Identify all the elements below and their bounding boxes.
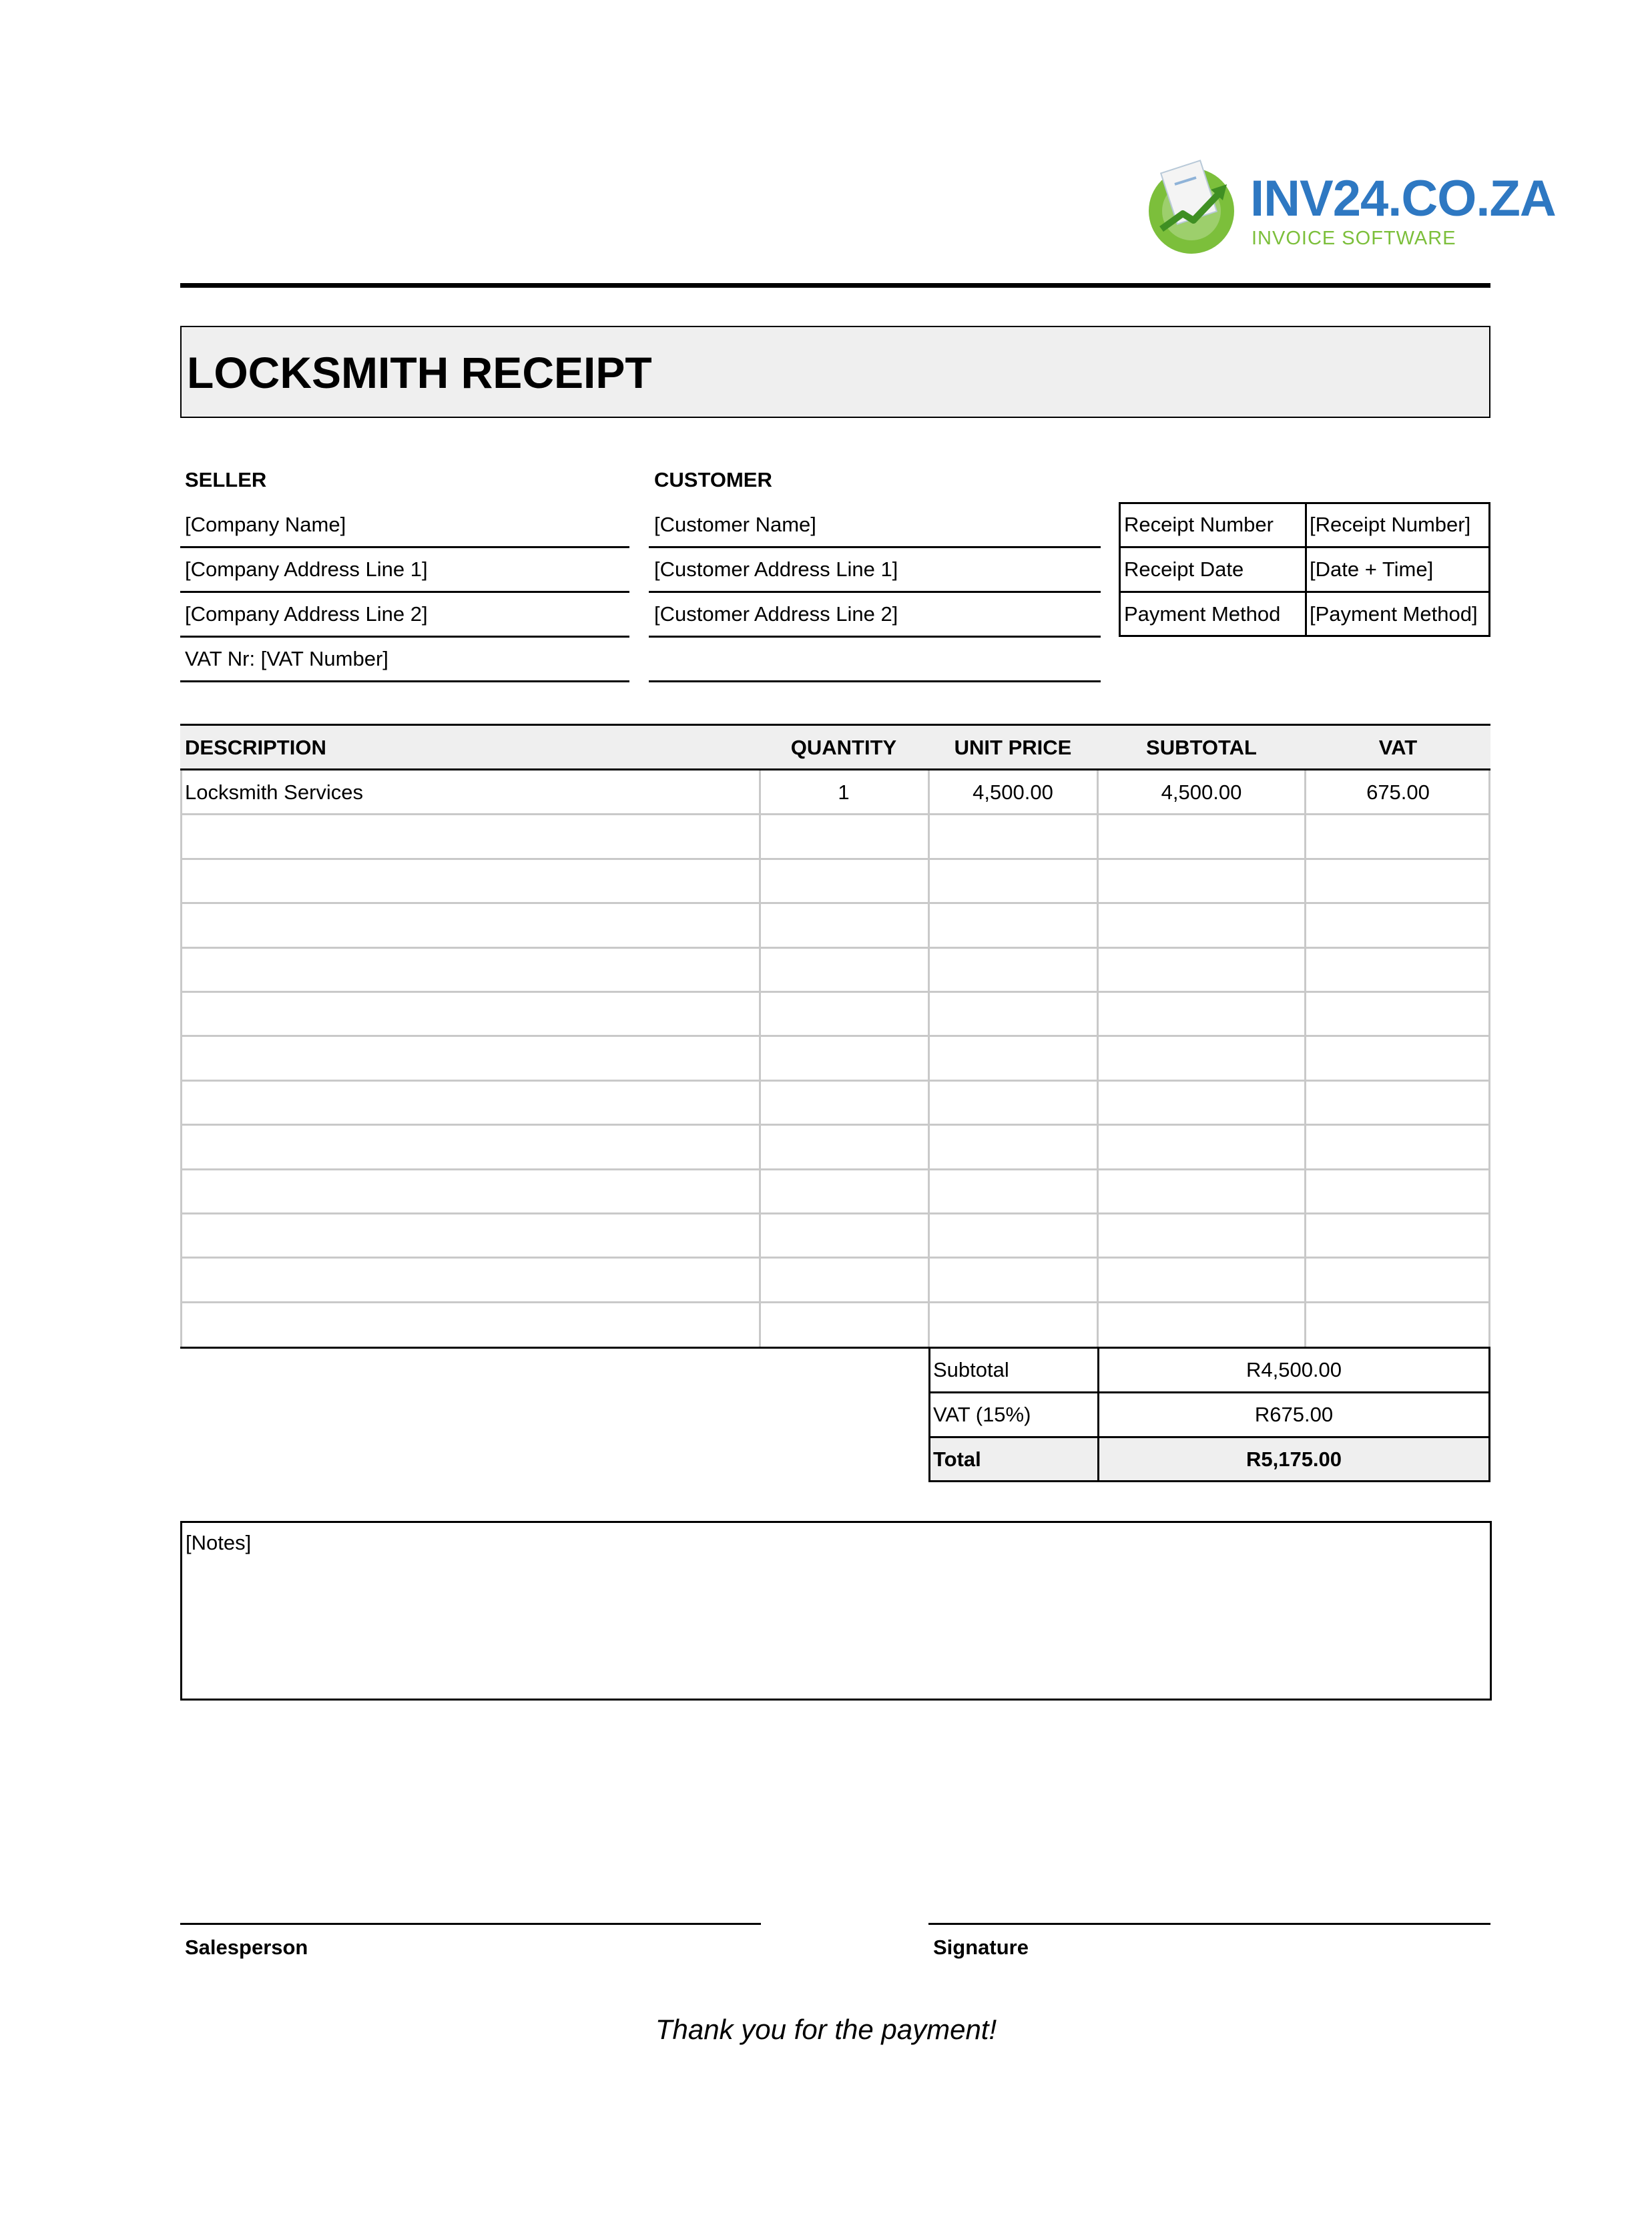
col-header-subtotal: SUBTOTAL: [1146, 736, 1257, 759]
customer-name: [Customer Name]: [654, 513, 816, 536]
cell-unit-price: 4,500.00: [973, 780, 1053, 804]
salesperson-line: [180, 1923, 761, 1925]
signature-label: Signature: [933, 1936, 1029, 1959]
col-header-quantity: QUANTITY: [790, 736, 897, 759]
seller-address-line-1: [Company Address Line 1]: [185, 557, 428, 581]
seller-company-name: [Company Name]: [185, 513, 346, 536]
payment-method-value: [Payment Method]: [1310, 602, 1478, 626]
logo-tagline: INVOICE SOFTWARE: [1252, 228, 1456, 249]
total-value: R5,175.00: [1246, 1447, 1342, 1471]
receipt-number-label: Receipt Number: [1124, 513, 1274, 536]
notes-box[interactable]: [180, 1521, 1492, 1701]
receipt-date-value: [Date + Time]: [1310, 557, 1434, 581]
cell-vat: 675.00: [1366, 780, 1430, 804]
subtotal-label: Subtotal: [933, 1358, 1009, 1381]
salesperson-label: Salesperson: [185, 1936, 308, 1959]
logo-icon: [1141, 159, 1255, 259]
subtotal-value: R4,500.00: [1246, 1358, 1342, 1381]
total-label: Total: [933, 1447, 981, 1471]
header-rule: [180, 283, 1490, 288]
customer-address-line-2: [Customer Address Line 2]: [654, 602, 898, 626]
seller-vat-number: VAT Nr: [VAT Number]: [185, 647, 388, 670]
receipt-number-value: [Receipt Number]: [1310, 513, 1471, 536]
customer-address-line-1: [Customer Address Line 1]: [654, 557, 898, 581]
cell-subtotal: 4,500.00: [1161, 780, 1242, 804]
seller-heading: SELLER: [185, 468, 267, 491]
receipt-date-label: Receipt Date: [1124, 557, 1244, 581]
vat-label: VAT (15%): [933, 1403, 1031, 1426]
customer-heading: CUSTOMER: [654, 468, 772, 491]
col-header-unit-price: UNIT PRICE: [954, 736, 1072, 759]
cell-quantity: 1: [838, 780, 850, 804]
document-title: LOCKSMITH RECEIPT: [187, 348, 652, 397]
col-header-vat: VAT: [1378, 736, 1418, 759]
col-header-description: DESCRIPTION: [185, 736, 326, 759]
payment-method-label: Payment Method: [1124, 602, 1281, 626]
signature-line: [928, 1923, 1490, 1925]
thank-you-message: Thank you for the payment!: [655, 2014, 997, 2045]
logo-brand: INV24.CO.ZA: [1250, 170, 1556, 227]
seller-address-line-2: [Company Address Line 2]: [185, 602, 428, 626]
notes-text: [Notes]: [186, 1531, 252, 1554]
cell-description: Locksmith Services: [185, 780, 364, 804]
vat-value: R675.00: [1254, 1403, 1334, 1426]
